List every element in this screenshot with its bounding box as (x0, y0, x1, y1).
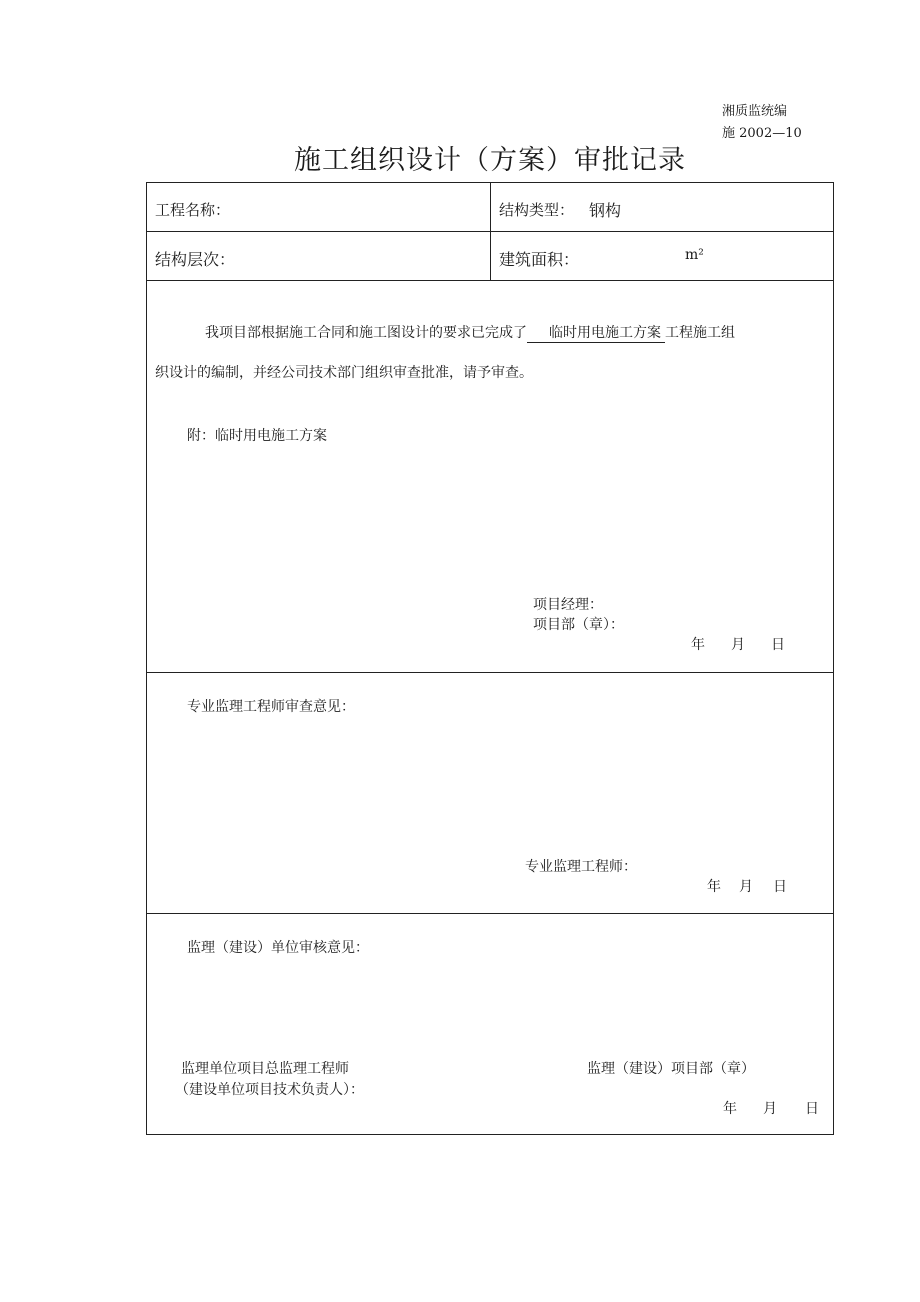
engineer-opinion-label: 专业监理工程师审查意见： (187, 699, 355, 715)
date-month: 月 (731, 637, 745, 653)
scheme-name-field: 临时用电施工方案 (527, 324, 665, 343)
row-divider-2 (147, 280, 833, 281)
building-area-label: 建筑面积： (499, 250, 580, 269)
statement-prefix: 我项目部根据施工合同和施工图设计的要求已完成了 (205, 325, 527, 341)
unit-opinion-label: 监理（建设）单位审核意见： (187, 940, 369, 956)
date-year: 年 (707, 879, 721, 895)
date-month: 月 (763, 1101, 777, 1117)
date-day: 日 (773, 879, 787, 895)
row-divider-3 (147, 672, 833, 673)
statement-suffix: 工程施工组 (665, 325, 735, 341)
chief-engineer-label: 监理单位项目总监理工程师 (181, 1061, 349, 1077)
row-divider-4 (147, 913, 833, 914)
form-code-line-2: 施 2002—10 (722, 126, 802, 141)
submission-statement-line-2: 织设计的编制，并经公司技术部门组织审查批准，请予审查。 (155, 365, 533, 381)
project-manager-label: 项目经理： (533, 597, 603, 613)
date-day: 日 (771, 637, 785, 653)
date-year: 年 (723, 1101, 737, 1117)
date-year: 年 (691, 637, 705, 653)
structure-levels-label: 结构层次： (155, 250, 236, 269)
form-code-line-1: 湘质监统编 (722, 104, 788, 119)
structure-type-value: 钢构 (589, 201, 622, 220)
project-name-label: 工程名称： (155, 201, 231, 219)
area-unit: m² (685, 247, 704, 263)
column-divider (490, 183, 491, 280)
submission-statement-line-1 (205, 322, 735, 343)
date-day: 日 (805, 1101, 819, 1117)
page-title: 施工组织设计（方案）审批记录 (294, 145, 686, 176)
project-dept-stamp-label: 项目部（章）： (533, 617, 624, 633)
supervising-engineer-label: 专业监理工程师： (525, 859, 637, 875)
structure-type-label: 结构类型： (499, 201, 575, 219)
approval-form-table (146, 182, 834, 1135)
date-month: 月 (739, 879, 753, 895)
supervision-dept-stamp-label: 监理（建设）项目部（章） (587, 1061, 755, 1077)
construction-tech-lead-label: （建设单位项目技术负责人）： (175, 1082, 364, 1098)
attachment-note: 附：临时用电施工方案 (187, 428, 327, 444)
